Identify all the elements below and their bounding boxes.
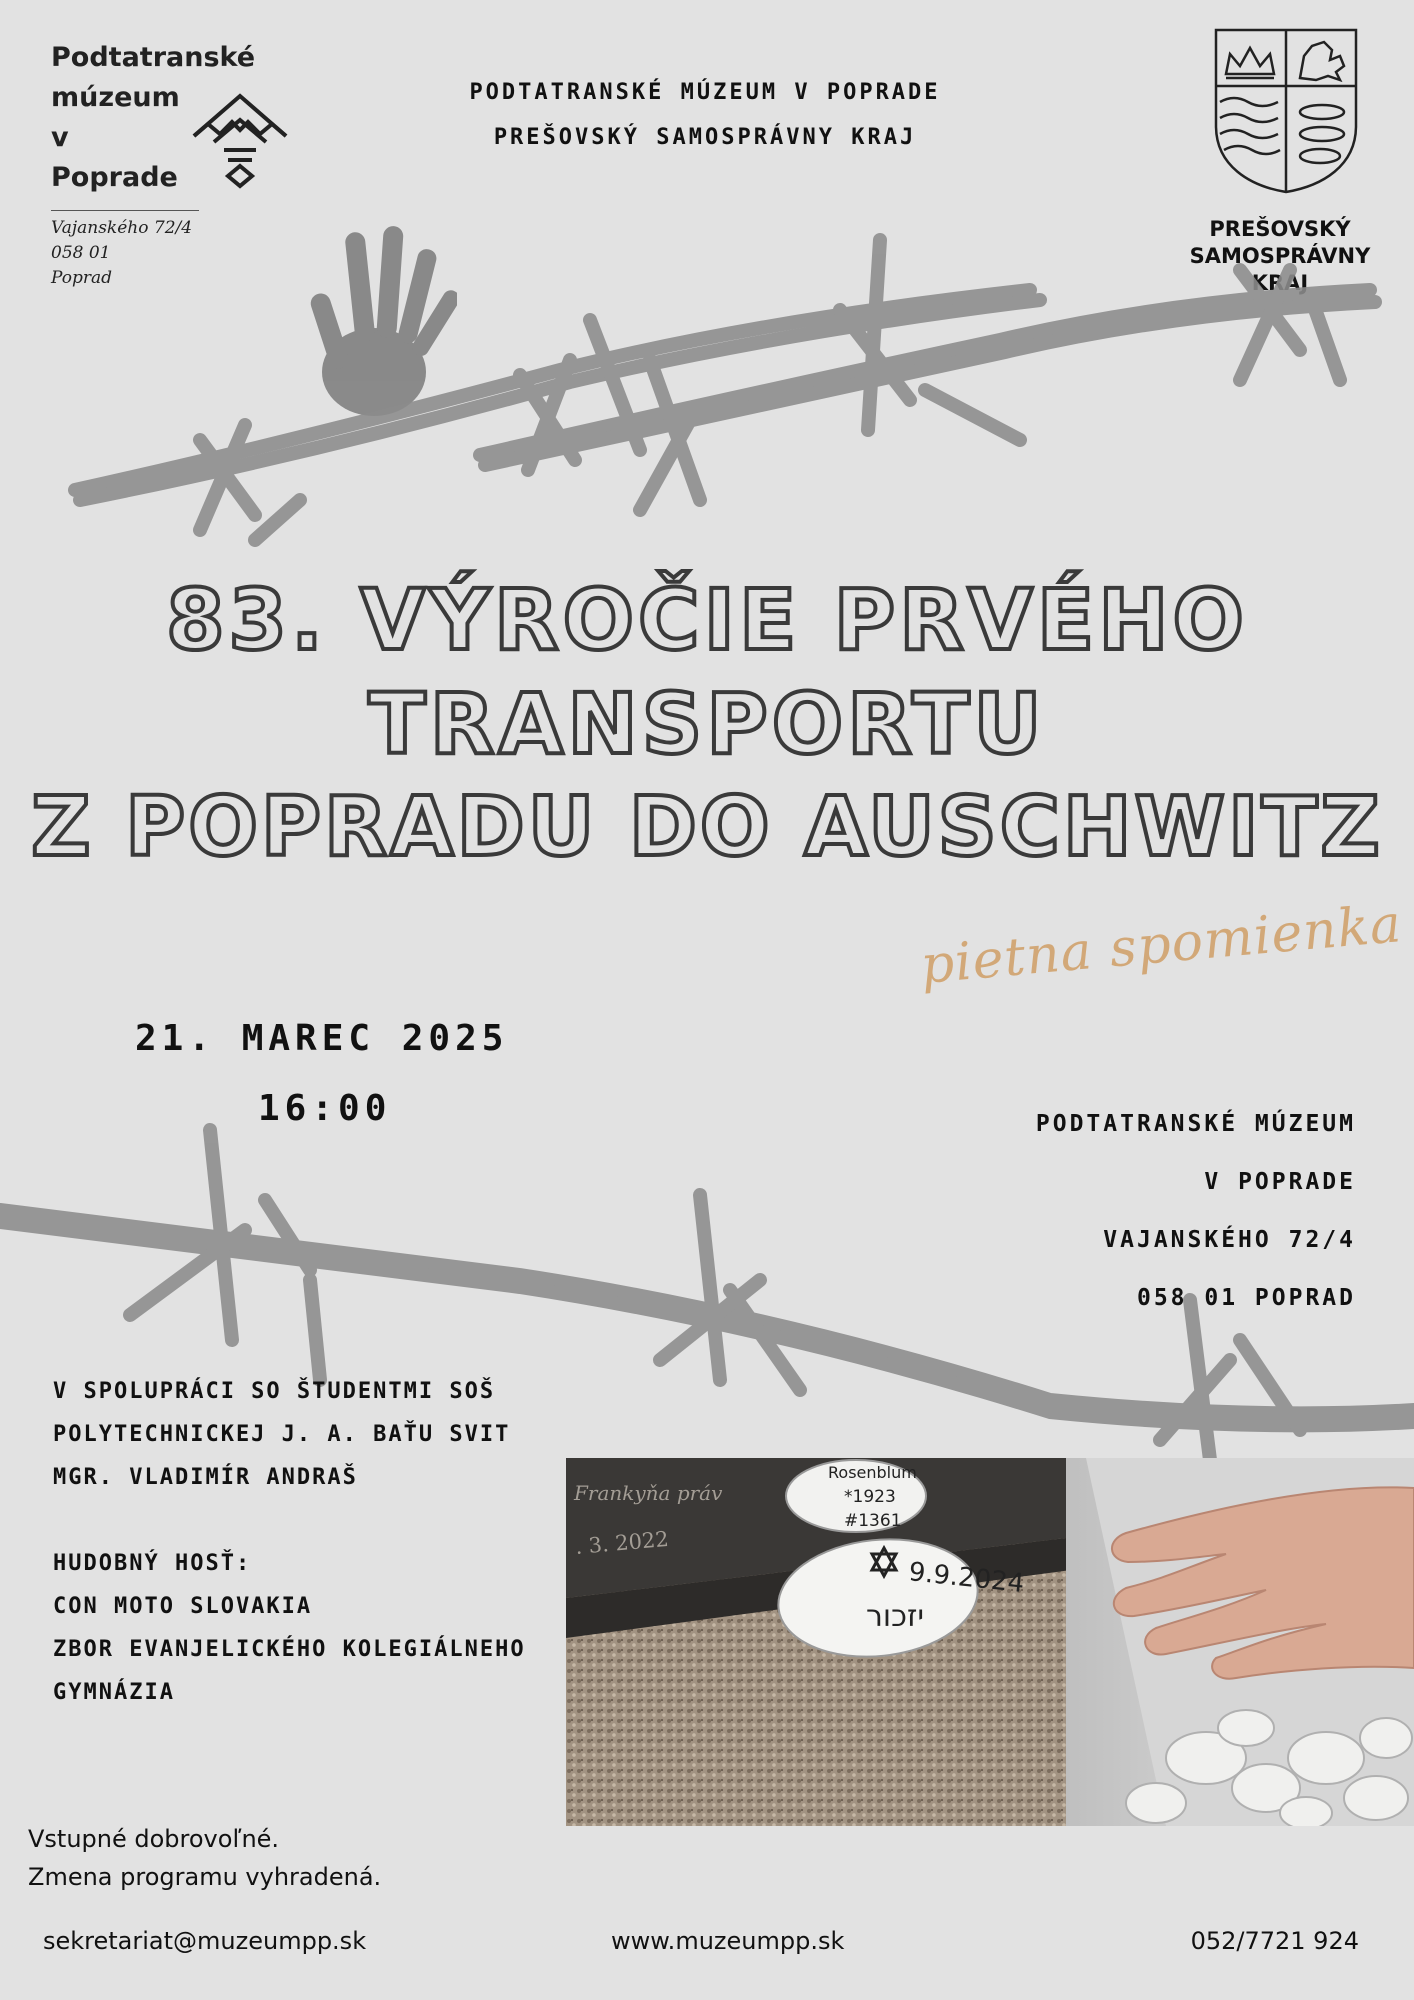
title-line-3: Z POPRADU DO AUSCHWITZ (31, 780, 1383, 875)
plaque-text-2: . 3. 2022 (574, 1526, 670, 1559)
stone1-line: *1923 (844, 1487, 896, 1507)
region-name-line: PREŠOVSKÝ (1209, 217, 1351, 241)
region-name-line: SAMOSPRÁVNY (1189, 244, 1371, 268)
footer-phone: 052/7721 924 (1190, 1927, 1359, 1955)
cooperation-line: MGR. VLADIMÍR ANDRAŠ (53, 1465, 358, 1490)
museum-name-line: v (51, 122, 69, 153)
music-guest-line: GYMNÁZIA (53, 1680, 175, 1705)
title-line-2: TRANSPORTU (368, 675, 1046, 773)
music-guest-line: HUDOBNÝ HOSŤ: (53, 1551, 252, 1576)
museum-name-line: Poprade (51, 162, 178, 193)
stone2-date: 9.9.2024 (907, 1557, 1026, 1600)
event-date: 21. MAREC 2025 (135, 1018, 509, 1059)
cooperation-line: POLYTECHNICKEJ J. A. BAŤU SVIT (53, 1422, 511, 1447)
address-line: Vajanského 72/4 (51, 218, 193, 238)
footer-email[interactable]: sekretariat@muzeumpp.sk (43, 1927, 367, 1955)
museum-name-line: Podtatranské (51, 42, 256, 73)
venue-line: 058 01 POPRAD (1136, 1285, 1356, 1311)
music-guest-line: ZBOR EVANJELICKÉHO KOLEGIÁLNEHO (53, 1637, 526, 1662)
event-title (0, 568, 1414, 880)
header-line-1: PODTATRANSKÉ MÚZEUM V POPRADE (469, 80, 941, 105)
coat-of-arms-icon (1212, 26, 1360, 196)
address-line: Poprad (51, 268, 113, 288)
spacer (53, 1499, 526, 1542)
notes (28, 1820, 381, 1896)
plaque-text-1: Frankyňa práv (574, 1481, 723, 1505)
museum-emblem-icon (190, 88, 290, 190)
event-subtitle: pietna spomienka (918, 894, 1405, 996)
museum-name-line: múzeum (51, 82, 180, 113)
stone1-line: Rosenblum (828, 1463, 917, 1482)
photo-illustration (566, 1458, 1414, 1826)
venue-line: V POPRADE (1204, 1169, 1356, 1195)
stone1-line: #1361 (844, 1511, 902, 1531)
header-line-2: PREŠOVSKÝ SAMOSPRÁVNY KRAJ (493, 125, 917, 150)
barbed-wire-top (0, 200, 1414, 560)
event-time: 16:00 (258, 1088, 392, 1129)
footer-website[interactable]: www.muzeumpp.sk (611, 1927, 845, 1955)
note-admission: Vstupné dobrovoľné. (28, 1825, 280, 1853)
title-line-1: 83. VÝROČIE PRVÉHO (166, 571, 1248, 669)
note-program-change: Zmena programu vyhradená. (28, 1863, 382, 1891)
music-guest-line: CON MOTO SLOVAKIA (53, 1594, 313, 1619)
memorial-stones-photo (566, 1458, 1414, 1826)
stone2-hebrew: יזכור (866, 1599, 925, 1634)
venue-line: VAJANSKÉHO 72/4 (1103, 1227, 1356, 1253)
venue-line: PODTATRANSKÉ MÚZEUM (1035, 1111, 1356, 1137)
cooperation-line: V SPOLUPRÁCI SO ŠTUDENTMI SOŠ (53, 1379, 496, 1404)
region-name-line: KRAJ (1251, 271, 1309, 295)
cooperation-block (53, 1370, 526, 1714)
address-line: 058 01 (51, 243, 111, 263)
